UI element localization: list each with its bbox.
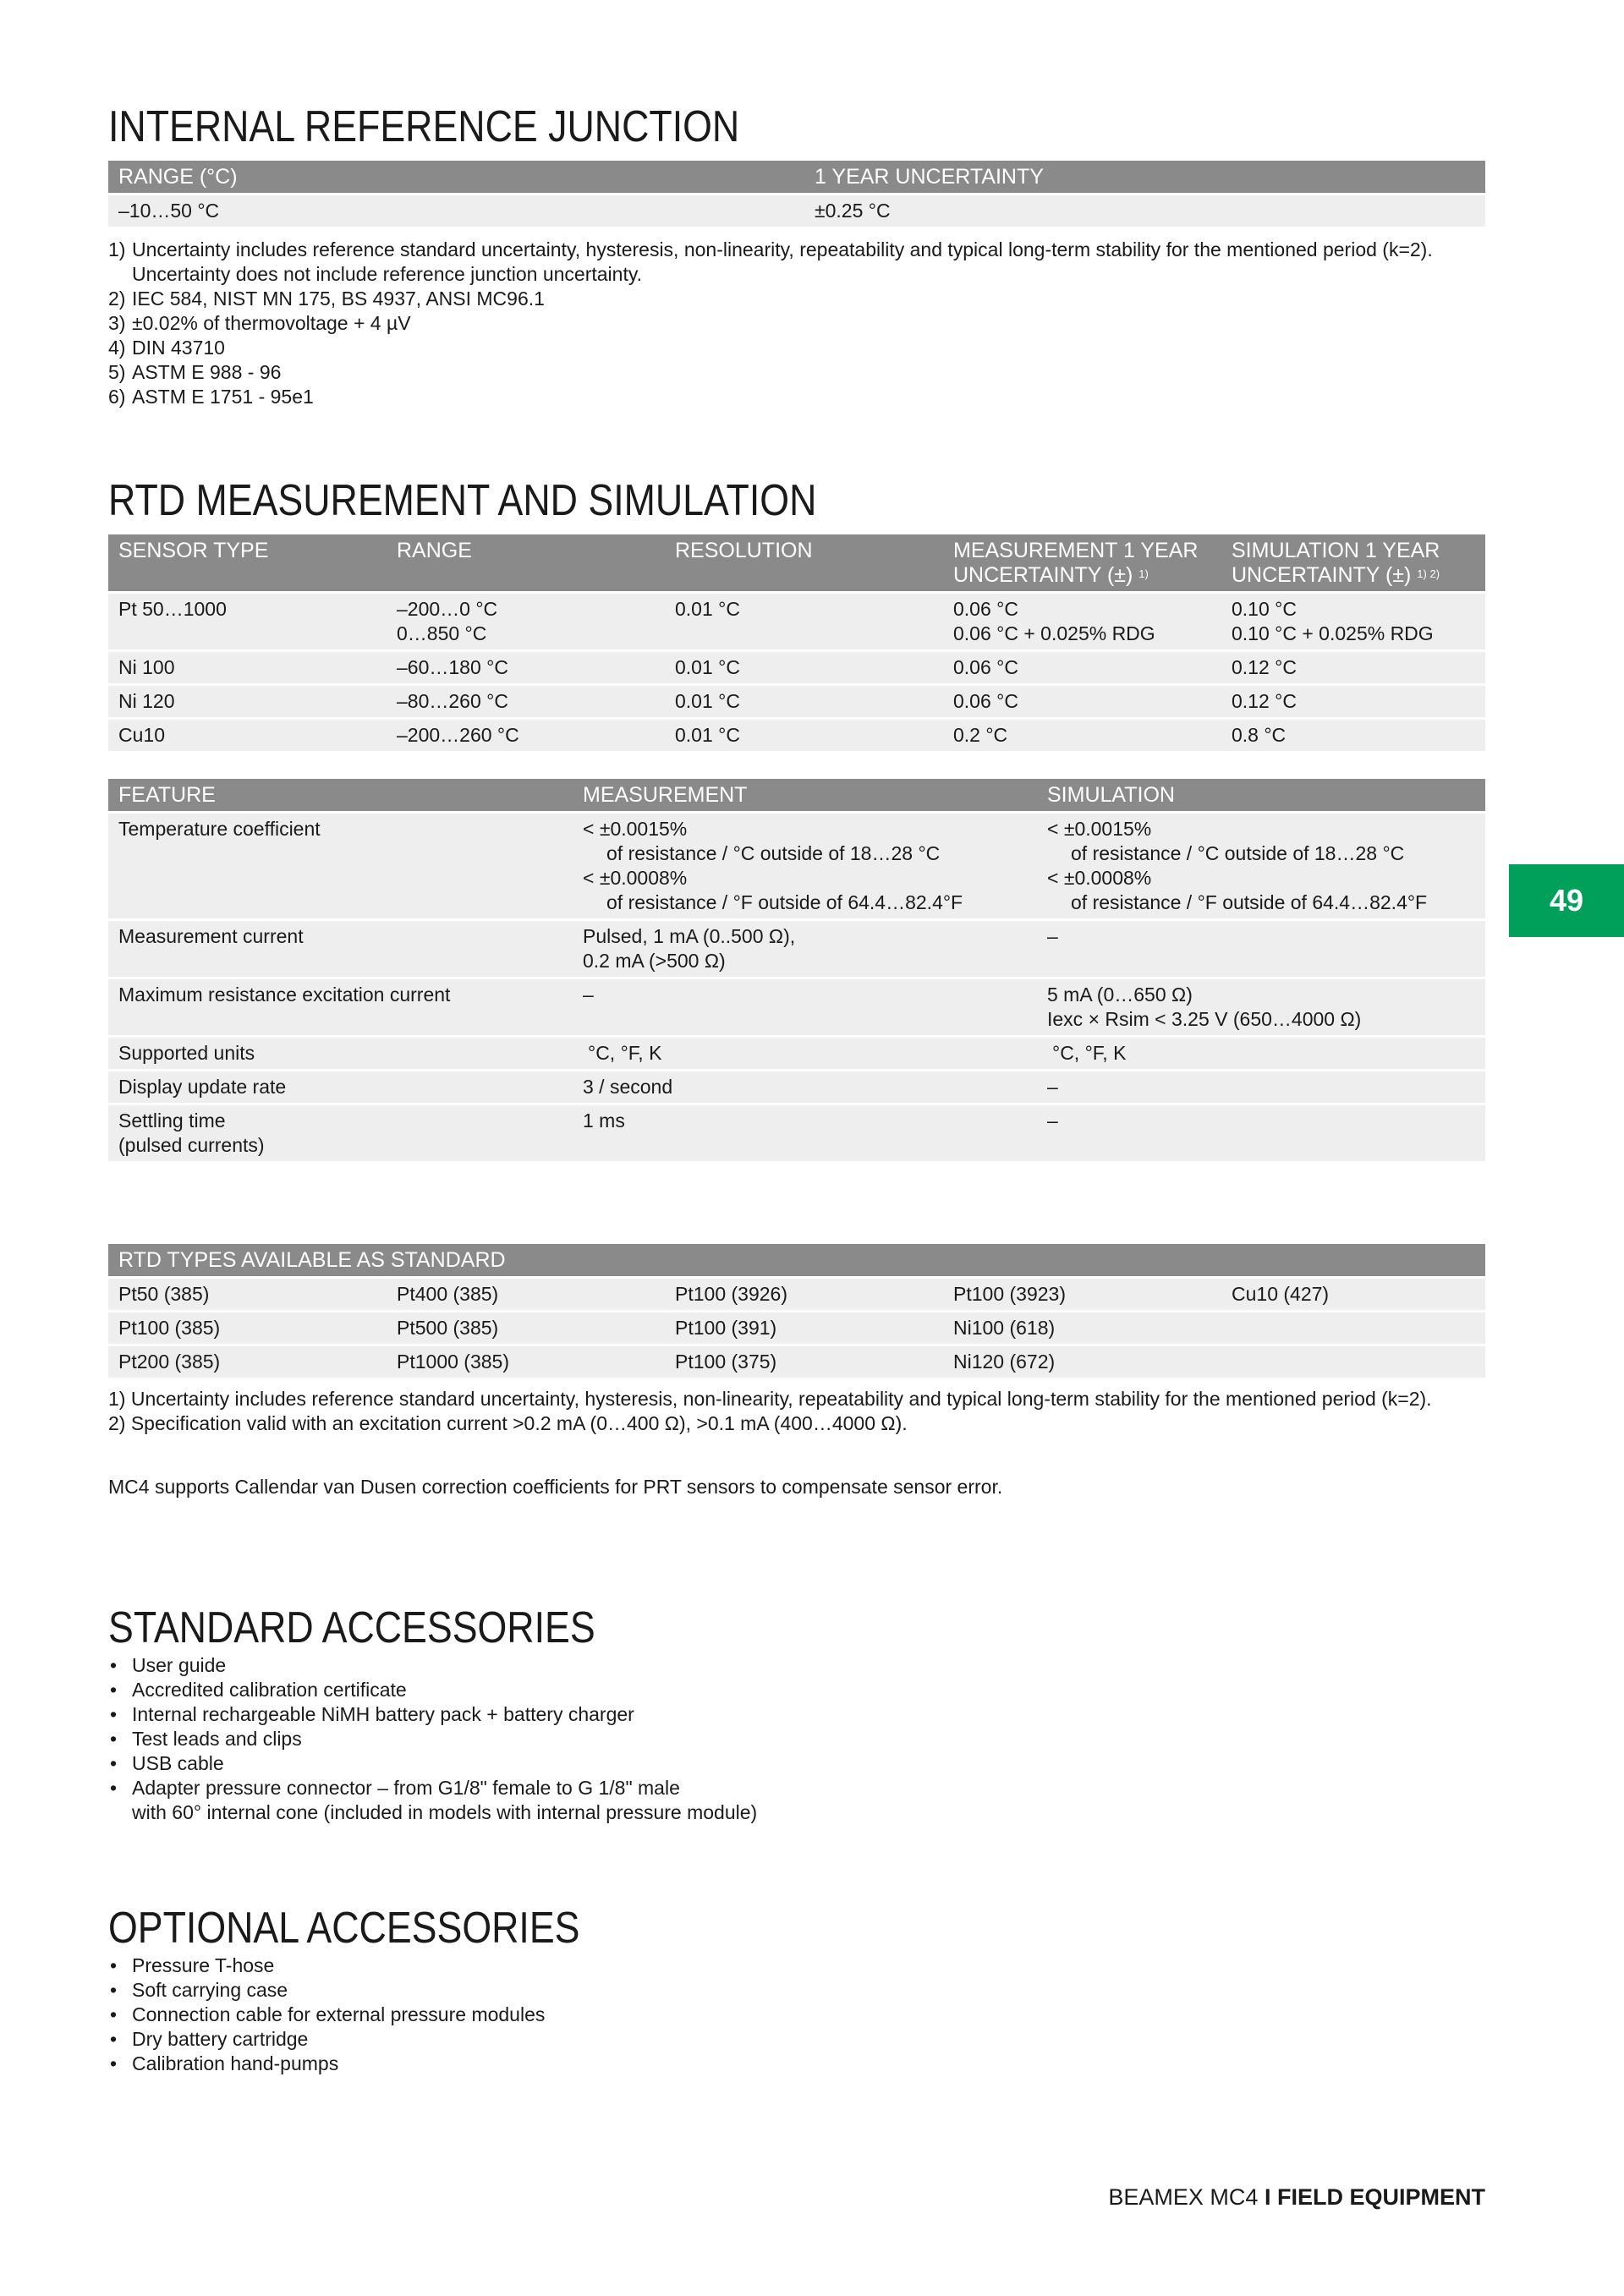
rtd-type-cell: Pt400 (385) — [387, 1279, 665, 1310]
footnote-ref: 1) — [1138, 567, 1149, 580]
rtd-measurement-cell — [943, 594, 1221, 649]
rtd-resolution-cell: 0.01 °C — [665, 686, 943, 717]
rtd-type-cell — [1221, 1312, 1485, 1344]
cell-text: 0…850 °C — [397, 622, 487, 644]
list-item — [108, 1727, 1485, 1751]
feature-simulation-cell: – — [1037, 1071, 1485, 1103]
rtd-measurement-cell: 0.2 °C — [943, 720, 1221, 751]
cvd-note: MC4 supports Callendar van Dusen correction coefficients for PRT sensors to compensate sensor error. — [108, 1476, 1003, 1498]
table-row — [108, 1279, 1485, 1310]
list-item-text: User guide — [132, 1654, 227, 1676]
table-row — [108, 921, 1485, 977]
cell-text: < ±0.0008% — [583, 867, 688, 889]
feature-measurement-cell: 1 ms — [573, 1105, 1037, 1161]
list-item — [108, 1702, 1485, 1727]
cell-text: 0.10 °C — [1232, 598, 1297, 620]
standard-accessories-title: STANDARD ACCESSORIES — [108, 1603, 595, 1652]
rtd-type-cell: Pt500 (385) — [387, 1312, 665, 1344]
bullet: • — [110, 1954, 118, 1976]
feature-measurement-cell — [573, 814, 1037, 918]
list-item-text: Calibration hand-pumps — [132, 2052, 339, 2074]
rtd-type-cell: Pt100 (391) — [665, 1312, 943, 1344]
list-item — [108, 1653, 1485, 1678]
bullet: • — [110, 2028, 118, 2050]
rtd-types-section — [108, 1241, 1485, 1499]
cell-text: 5 mA (0…650 Ω) — [1047, 984, 1193, 1006]
rtd-range-cell: –200…260 °C — [387, 720, 665, 751]
table-row — [108, 594, 1485, 649]
cell-text: 0.06 °C — [953, 598, 1018, 620]
rtd-type-cell: Pt50 (385) — [108, 1279, 387, 1310]
list-item-text: Connection cable for external pressure modules — [132, 2003, 546, 2025]
rtd-resolution-cell: 0.01 °C — [665, 652, 943, 683]
table-row — [108, 1346, 1485, 1378]
list-item-text: Test leads and clips — [132, 1728, 302, 1750]
rtd-type-cell: Ni100 (618) — [943, 1312, 1221, 1344]
rtd-header-simulation — [1221, 534, 1485, 591]
footnote — [108, 287, 1485, 311]
footer-section: FIELD EQUIPMENT — [1276, 2184, 1485, 2210]
list-item — [108, 1978, 1485, 2003]
rtd-table — [108, 532, 1485, 753]
feature-simulation-cell: – — [1037, 1105, 1485, 1161]
rtd-header-row — [108, 534, 1485, 591]
rtd-sensor-cell: Cu10 — [108, 720, 387, 751]
feature-measurement-cell — [573, 921, 1037, 977]
rtd-measurement-cell: 0.06 °C — [943, 686, 1221, 717]
bullet: • — [110, 1777, 118, 1799]
footnote-text: 1) Uncertainty includes reference standard uncertainty, hysteresis, non-linearity, repeatability and typical long-term stability for the mentioned period (k=2). — [108, 1388, 1432, 1410]
footnote — [108, 238, 1485, 287]
footnote-number: 5) — [108, 361, 126, 383]
cell-text: 0.2 mA (>500 Ω) — [583, 950, 726, 972]
rtd-measurement-cell: 0.06 °C — [943, 652, 1221, 683]
rtd-type-cell: Pt100 (3926) — [665, 1279, 943, 1310]
rtd-range-cell — [387, 594, 665, 649]
feature-measurement-cell: – — [573, 979, 1037, 1035]
header-text: UNCERTAINTY (±) — [953, 563, 1133, 587]
cell-text: < ±0.0015% — [583, 818, 688, 840]
bullet: • — [110, 1679, 118, 1701]
rtd-type-cell: Ni120 (672) — [943, 1346, 1221, 1378]
cell-text: (pulsed currents) — [118, 1134, 265, 1156]
footer-separator: I — [1264, 2184, 1271, 2210]
irj-table — [108, 158, 1485, 229]
irj-title: INTERNAL REFERENCE JUNCTION — [108, 102, 740, 151]
footnote — [108, 360, 1485, 385]
list-item-text: Adapter pressure connector – from G1/8" female to G 1/8" male — [132, 1777, 680, 1799]
rtd-simulation-cell: 0.12 °C — [1221, 686, 1485, 717]
cell-text: °C, °F, K — [1052, 1042, 1127, 1064]
feature-simulation-cell: – — [1037, 921, 1485, 977]
footnote-text: Uncertainty does not include reference junction uncertainty. — [132, 263, 643, 285]
footnote — [108, 385, 1485, 409]
table-row — [108, 652, 1485, 683]
bullet: • — [110, 2052, 118, 2074]
page-footer — [1108, 2184, 1485, 2211]
feature-header-row — [108, 779, 1485, 811]
feature-header-simulation: SIMULATION — [1037, 779, 1485, 811]
cell-text: Settling time — [118, 1110, 226, 1132]
footnote-text: DIN 43710 — [132, 337, 225, 359]
optional-accessories-section — [108, 1903, 1485, 2076]
cell-text: Iexc × Rsim < 3.25 V (650…4000 Ω) — [1047, 1008, 1362, 1030]
table-row — [108, 1312, 1485, 1344]
rtd-header-range: RANGE — [387, 534, 665, 591]
feature-simulation-cell — [1037, 814, 1485, 918]
rtd-section — [108, 475, 1485, 1164]
feature-name-cell: Supported units — [108, 1038, 573, 1069]
header-text: UNCERTAINTY (±) — [1232, 563, 1412, 587]
list-item — [108, 2003, 1485, 2027]
footnote — [108, 311, 1485, 336]
irj-uncertainty-value: ±0.25 °C — [804, 195, 1485, 227]
rtd-simulation-cell — [1221, 594, 1485, 649]
standard-accessories-section — [108, 1603, 1485, 1825]
feature-table — [108, 776, 1485, 1164]
table-row — [108, 979, 1485, 1035]
list-item — [108, 1678, 1485, 1702]
rtd-header-sensor: SENSOR TYPE — [108, 534, 387, 591]
cell-text: of resistance / °F outside of 64.4…82.4°F — [606, 891, 963, 913]
list-item — [108, 1954, 1485, 1978]
footnote-number: 6) — [108, 386, 126, 408]
feature-name-cell — [108, 1105, 573, 1161]
irj-header-uncertainty: 1 YEAR UNCERTAINTY — [804, 161, 1485, 193]
rtd-types-footnotes — [108, 1387, 1485, 1436]
rtd-type-cell: Pt100 (385) — [108, 1312, 387, 1344]
table-row — [108, 1105, 1485, 1161]
cell-text: < ±0.0008% — [1047, 867, 1152, 889]
list-item — [108, 1751, 1485, 1776]
bullet: • — [110, 1654, 118, 1676]
cell-text: 0.10 °C + 0.025% RDG — [1232, 622, 1434, 644]
feature-name-cell: Maximum resistance excitation current — [108, 979, 573, 1035]
table-row — [108, 686, 1485, 717]
rtd-type-cell: Pt100 (3923) — [943, 1279, 1221, 1310]
bullet: • — [110, 1703, 118, 1725]
header-text: MEASUREMENT 1 YEAR — [953, 539, 1199, 562]
rtd-type-cell: Pt100 (375) — [665, 1346, 943, 1378]
footnote-text: ASTM E 1751 - 95e1 — [132, 386, 314, 408]
footnote-number: 4) — [108, 337, 126, 359]
list-item-text: USB cable — [132, 1752, 224, 1774]
irj-footnotes — [108, 238, 1485, 409]
irj-range-value: –10…50 °C — [108, 195, 804, 227]
feature-simulation-cell — [1037, 1038, 1485, 1069]
bullet: • — [110, 1979, 118, 2001]
standard-accessories-list — [108, 1653, 1485, 1825]
irj-section — [108, 101, 1485, 409]
list-item — [108, 1776, 1485, 1825]
rtd-type-cell — [1221, 1346, 1485, 1378]
optional-accessories-title: OPTIONAL ACCESSORIES — [108, 1904, 580, 1953]
rtd-type-cell: Pt1000 (385) — [387, 1346, 665, 1378]
feature-name-cell: Temperature coefficient — [108, 814, 573, 918]
rtd-types-header-row — [108, 1244, 1485, 1276]
optional-accessories-list — [108, 1954, 1485, 2076]
footer-brand: BEAMEX MC4 — [1108, 2184, 1259, 2210]
cell-text: of resistance / °C outside of 18…28 °C — [1071, 842, 1405, 864]
rtd-range-cell: –60…180 °C — [387, 652, 665, 683]
rtd-range-cell: –80…260 °C — [387, 686, 665, 717]
cell-text: °C, °F, K — [588, 1042, 662, 1064]
irj-header-range: RANGE (°C) — [108, 161, 804, 193]
feature-header-feature: FEATURE — [108, 779, 573, 811]
footnote-number: 3) — [108, 312, 126, 334]
rtd-sensor-cell: Ni 120 — [108, 686, 387, 717]
bullet: • — [110, 1752, 118, 1774]
rtd-sensor-cell: Pt 50…1000 — [108, 594, 387, 649]
rtd-sensor-cell: Ni 100 — [108, 652, 387, 683]
cell-text: of resistance / °F outside of 64.4…82.4°F — [1071, 891, 1428, 913]
rtd-types-header: RTD TYPES AVAILABLE AS STANDARD — [108, 1244, 1485, 1276]
list-item-text: Pressure T-hose — [132, 1954, 275, 1976]
feature-measurement-cell: 3 / second — [573, 1071, 1037, 1103]
footnote-text: ASTM E 988 - 96 — [132, 361, 282, 383]
rtd-types-table — [108, 1241, 1485, 1380]
rtd-header-measurement — [943, 534, 1221, 591]
footnote — [108, 336, 1485, 360]
rtd-type-cell: Cu10 (427) — [1221, 1279, 1485, 1310]
irj-header-row — [108, 161, 1485, 193]
footnote-number: 2) — [108, 288, 126, 310]
page-number-tab — [1509, 864, 1624, 937]
list-item-text: Dry battery cartridge — [132, 2028, 309, 2050]
cell-text: Pulsed, 1 mA (0..500 Ω), — [583, 925, 796, 947]
footnote-text: 2) Specification valid with an excitation current >0.2 mA (0…400 Ω), >0.1 mA (400…4000 Ω). — [108, 1412, 908, 1434]
cell-text: –200…0 °C — [397, 598, 498, 620]
feature-header-measurement: MEASUREMENT — [573, 779, 1037, 811]
bullet: • — [110, 1728, 118, 1750]
rtd-resolution-cell: 0.01 °C — [665, 720, 943, 751]
list-item-text: Internal rechargeable NiMH battery pack + battery charger — [132, 1703, 634, 1725]
footnote-text: Uncertainty includes reference standard uncertainty, hysteresis, non-linearity, repeatability and typical long-term stability for the mentioned period (k=2). — [132, 238, 1433, 260]
table-row — [108, 1038, 1485, 1069]
table-row — [108, 814, 1485, 918]
footnote-number: 1) — [108, 238, 126, 260]
rtd-resolution-cell: 0.01 °C — [665, 594, 943, 649]
rtd-header-resolution: RESOLUTION — [665, 534, 943, 591]
cell-text: of resistance / °C outside of 18…28 °C — [606, 842, 941, 864]
table-row — [108, 720, 1485, 751]
table-row — [108, 195, 1485, 227]
footnote-ref: 1) 2) — [1417, 567, 1440, 580]
table-row — [108, 1071, 1485, 1103]
feature-simulation-cell — [1037, 979, 1485, 1035]
rtd-simulation-cell: 0.8 °C — [1221, 720, 1485, 751]
feature-measurement-cell — [573, 1038, 1037, 1069]
list-item-text: Accredited calibration certificate — [132, 1679, 407, 1701]
bullet: • — [110, 2003, 118, 2025]
list-item-text: Soft carrying case — [132, 1979, 288, 2001]
list-item-text: with 60° internal cone (included in models with internal pressure module) — [132, 1801, 758, 1823]
rtd-title: RTD MEASUREMENT AND SIMULATION — [108, 476, 817, 525]
header-text: SIMULATION 1 YEAR — [1232, 539, 1440, 562]
cell-text: 0.06 °C + 0.025% RDG — [953, 622, 1155, 644]
rtd-simulation-cell: 0.12 °C — [1221, 652, 1485, 683]
feature-name-cell: Measurement current — [108, 921, 573, 977]
list-item — [108, 2027, 1485, 2052]
cell-text: < ±0.0015% — [1047, 818, 1152, 840]
page-number: 49 — [1549, 883, 1584, 918]
footnote-text: ±0.02% of thermovoltage + 4 µV — [132, 312, 411, 334]
footnote-text: IEC 584, NIST MN 175, BS 4937, ANSI MC96.1 — [132, 288, 545, 310]
feature-name-cell: Display update rate — [108, 1071, 573, 1103]
rtd-type-cell: Pt200 (385) — [108, 1346, 387, 1378]
list-item — [108, 2052, 1485, 2076]
